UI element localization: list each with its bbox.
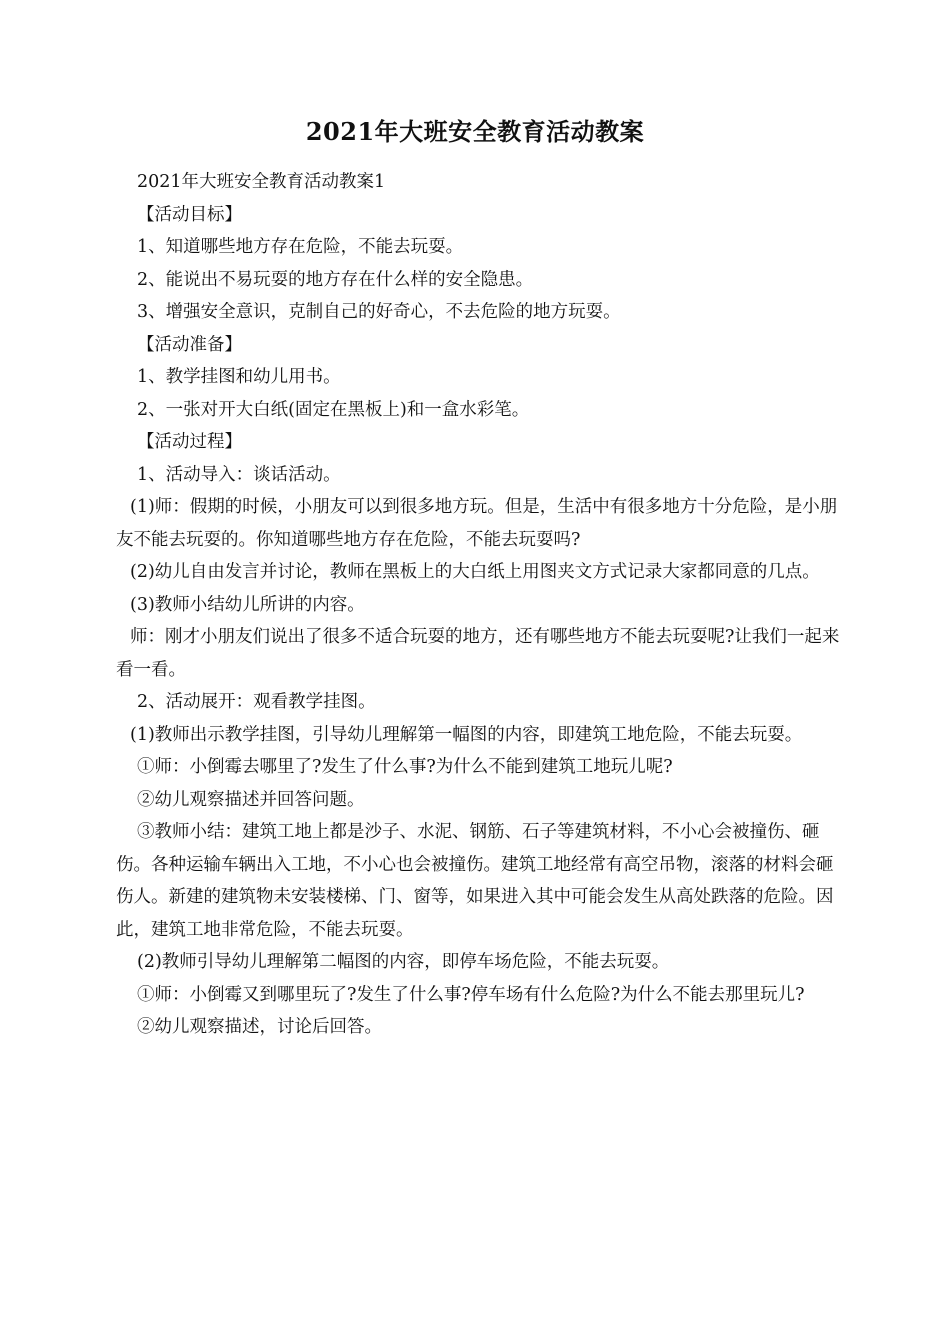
section-heading-preparation: 【活动准备】 (137, 334, 242, 355)
paragraph: (1)师：假期的时候，小朋友可以到很多地方玩。但是，生活中有很多地方十分危险，是小朋友不能去玩耍的。你知道哪些地方存在危险，不能去玩耍吗? (116, 497, 838, 550)
document-body (116, 166, 846, 1044)
paragraph: 3、增强安全意识，克制自己的好奇心，不去危险的地方玩耍。 (137, 302, 621, 322)
paragraph: 2、能说出不易玩耍的地方存在什么样的安全隐患。 (137, 269, 534, 290)
section-heading-goals: 【活动目标】 (137, 204, 242, 225)
section-heading-process: 【活动过程】 (137, 432, 242, 452)
paragraph: ②幼儿观察描述并回答问题。 (137, 789, 365, 810)
paragraph: ①师：小倒霉去哪里了?发生了什么事?为什么不能到建筑工地玩儿呢? (137, 757, 673, 777)
paragraph: (2)教师引导幼儿理解第二幅图的内容，即停车场危险，不能去玩耍。 (137, 952, 670, 972)
paragraph: 1、活动导入：谈话活动。 (137, 464, 341, 485)
paragraph: ①师：小倒霉又到哪里玩了?发生了什么事?停车场有什么危险?为什么不能去那里玩儿? (137, 984, 805, 1005)
paragraph: 1、知道哪些地方存在危险，不能去玩耍。 (137, 237, 464, 257)
paragraph: 1、教学挂图和幼儿用书。 (137, 367, 341, 387)
paragraph: (1)教师出示教学挂图，引导幼儿理解第一幅图的内容，即建筑工地危险，不能去玩耍。 (130, 724, 803, 745)
paragraph: ③教师小结：建筑工地上都是沙子、水泥、钢筋、石子等建筑材料，不小心会被撞伤、砸伤。各种运输车辆出入工地，不小心也会被撞伤。建筑工地经常有高空吊物，滚落的材料会砸伤人。新建的建筑物未安装楼梯、门、窗等，如果进入其中可能会发生从高处跌落的危险。因此，建筑工地非常危险，不能去玩耍。 (116, 822, 834, 940)
paragraph: (2)幼儿自由发言并讨论，教师在黑板上的大白纸上用图夹文方式记录大家都同意的几点。 (130, 562, 820, 582)
paragraph-subtitle: 2021年大班安全教育活动教案1 (137, 172, 386, 192)
paragraph: 师：刚才小朋友们说出了很多不适合玩耍的地方，还有哪些地方不能去玩耍呢?让我们一起来看一看。 (116, 627, 840, 680)
paragraph: 2、一张对开大白纸(固定在黑板上)和一盒水彩笔。 (137, 399, 530, 420)
paragraph: (3)教师小结幼儿所讲的内容。 (130, 594, 365, 615)
paragraph: 2、活动展开：观看教学挂图。 (137, 692, 376, 712)
paragraph: ②幼儿观察描述，讨论后回答。 (137, 1017, 382, 1037)
document-title: 2021年大班安全教育活动教案 (305, 117, 645, 146)
